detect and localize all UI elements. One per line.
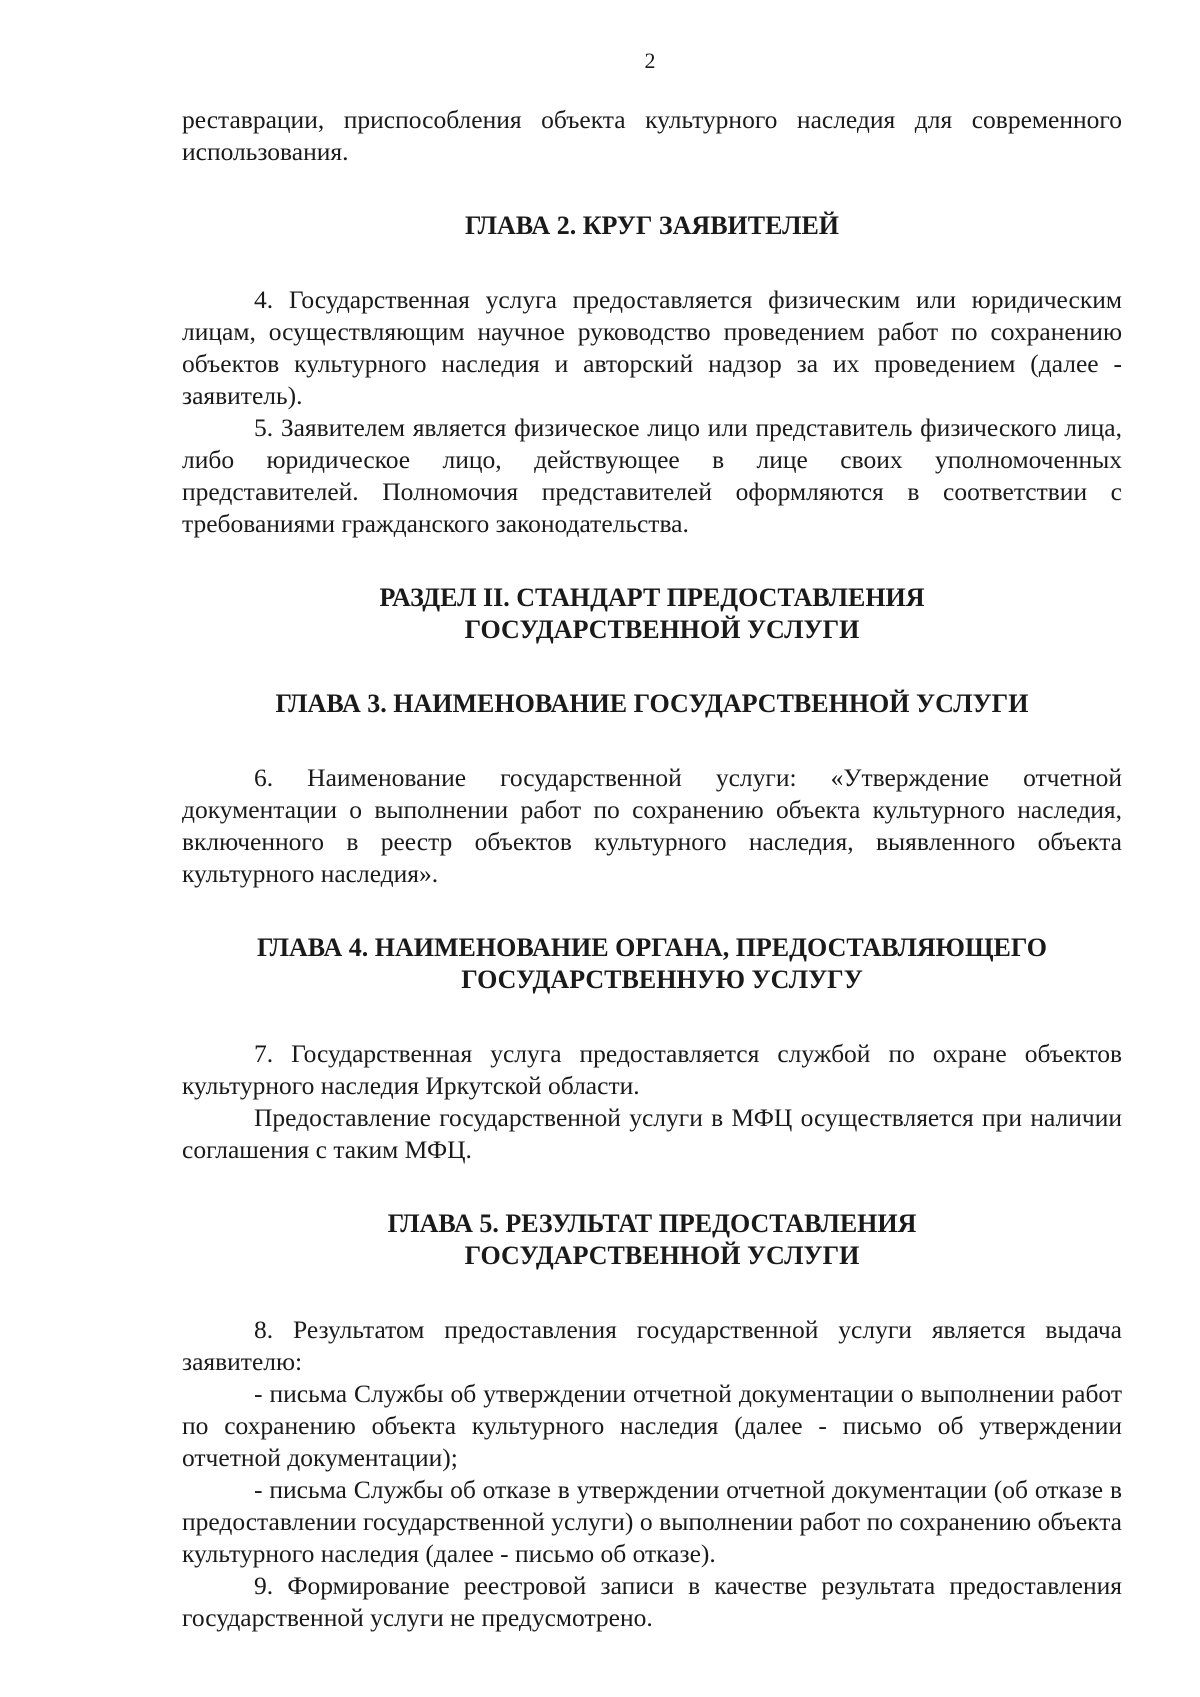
paragraph-8-item-a: - письма Службы об утверждении отчетной документации о выполнении работ по сохранению объекта культурного наследия (далее - письмо об утверждении отчетной документации); [182,1379,1122,1472]
paragraph-8-item-b: - письма Службы об отказе в утверждении отчетной документации (об отказе в предоставлении государственной услуги) о выполнении работ по сохранению объекта культурного наследия (далее - письмо об отказе). [182,1475,1122,1568]
chapter-5-title [182,1208,1122,1272]
paragraph-6: 6. Наименование государственной услуги: «Утверждение отчетной документации о выполнении работ по сохранению объекта культурного наследия, включенного в реестр объектов культурного наследия, выявленного объекта культурного наследия». [182,763,1122,888]
paragraph-7b: Предоставление государственной услуги в МФЦ осуществляется при наличии соглашения с таким МФЦ. [182,1103,1122,1164]
chapter-4-title-line-2: ГОСУДАРСТВЕННУЮ УСЛУГУ [461,965,863,994]
chapter-4-title-line-1: ГЛАВА 4. НАИМЕНОВАНИЕ ОРГАНА, ПРЕДОСТАВЛЯЮЩЕГО [257,933,1047,962]
chapter-3-title: ГЛАВА 3. НАИМЕНОВАНИЕ ГОСУДАРСТВЕННОЙ УСЛУГИ [275,689,1029,718]
section-2-title [182,582,1122,646]
chapter-4-title [182,932,1122,996]
intro-paragraph: реставрации, приспособления объекта культурного наследия для современного использования. [182,105,1122,166]
chapter-5-title-line-2: ГОСУДАРСТВЕННОЙ УСЛУГИ [464,1241,860,1270]
paragraph-4: 4. Государственная услуга предоставляется физическим или юридическим лицам, осуществляющим научное руководство проведением работ по сохранению объектов культурного наследия и авторский надзор за их проведением (далее - заявитель). [182,285,1122,410]
paragraph-7: 7. Государственная услуга предоставляется службой по охране объектов культурного наследия Иркутской области. [182,1039,1122,1100]
paragraph-9: 9. Формирование реестровой записи в качестве результата предоставления государственной услуги не предусмотрено. [182,1571,1122,1632]
document-body [182,104,1122,1634]
chapter-5-title-line-1: ГЛАВА 5. РЕЗУЛЬТАТ ПРЕДОСТАВЛЕНИЯ [387,1209,917,1238]
chapter-2-title: ГЛАВА 2. КРУГ ЗАЯВИТЕЛЕЙ [464,211,840,240]
page-number: 2 [644,48,656,73]
section-2-title-line-1: РАЗДЕЛ II. СТАНДАРТ ПРЕДОСТАВЛЕНИЯ [379,583,925,612]
paragraph-5: 5. Заявителем является физическое лицо или представитель физического лица, либо юридическое лицо, действующее в лице своих уполномоченных представителей. Полномочия представителей оформляются в соответствии с требованиями гражданского законодательства. [182,413,1122,538]
section-2-title-line-2: ГОСУДАРСТВЕННОЙ УСЛУГИ [464,615,860,644]
paragraph-8: 8. Результатом предоставления государственной услуги является выдача заявителю: [182,1315,1122,1376]
